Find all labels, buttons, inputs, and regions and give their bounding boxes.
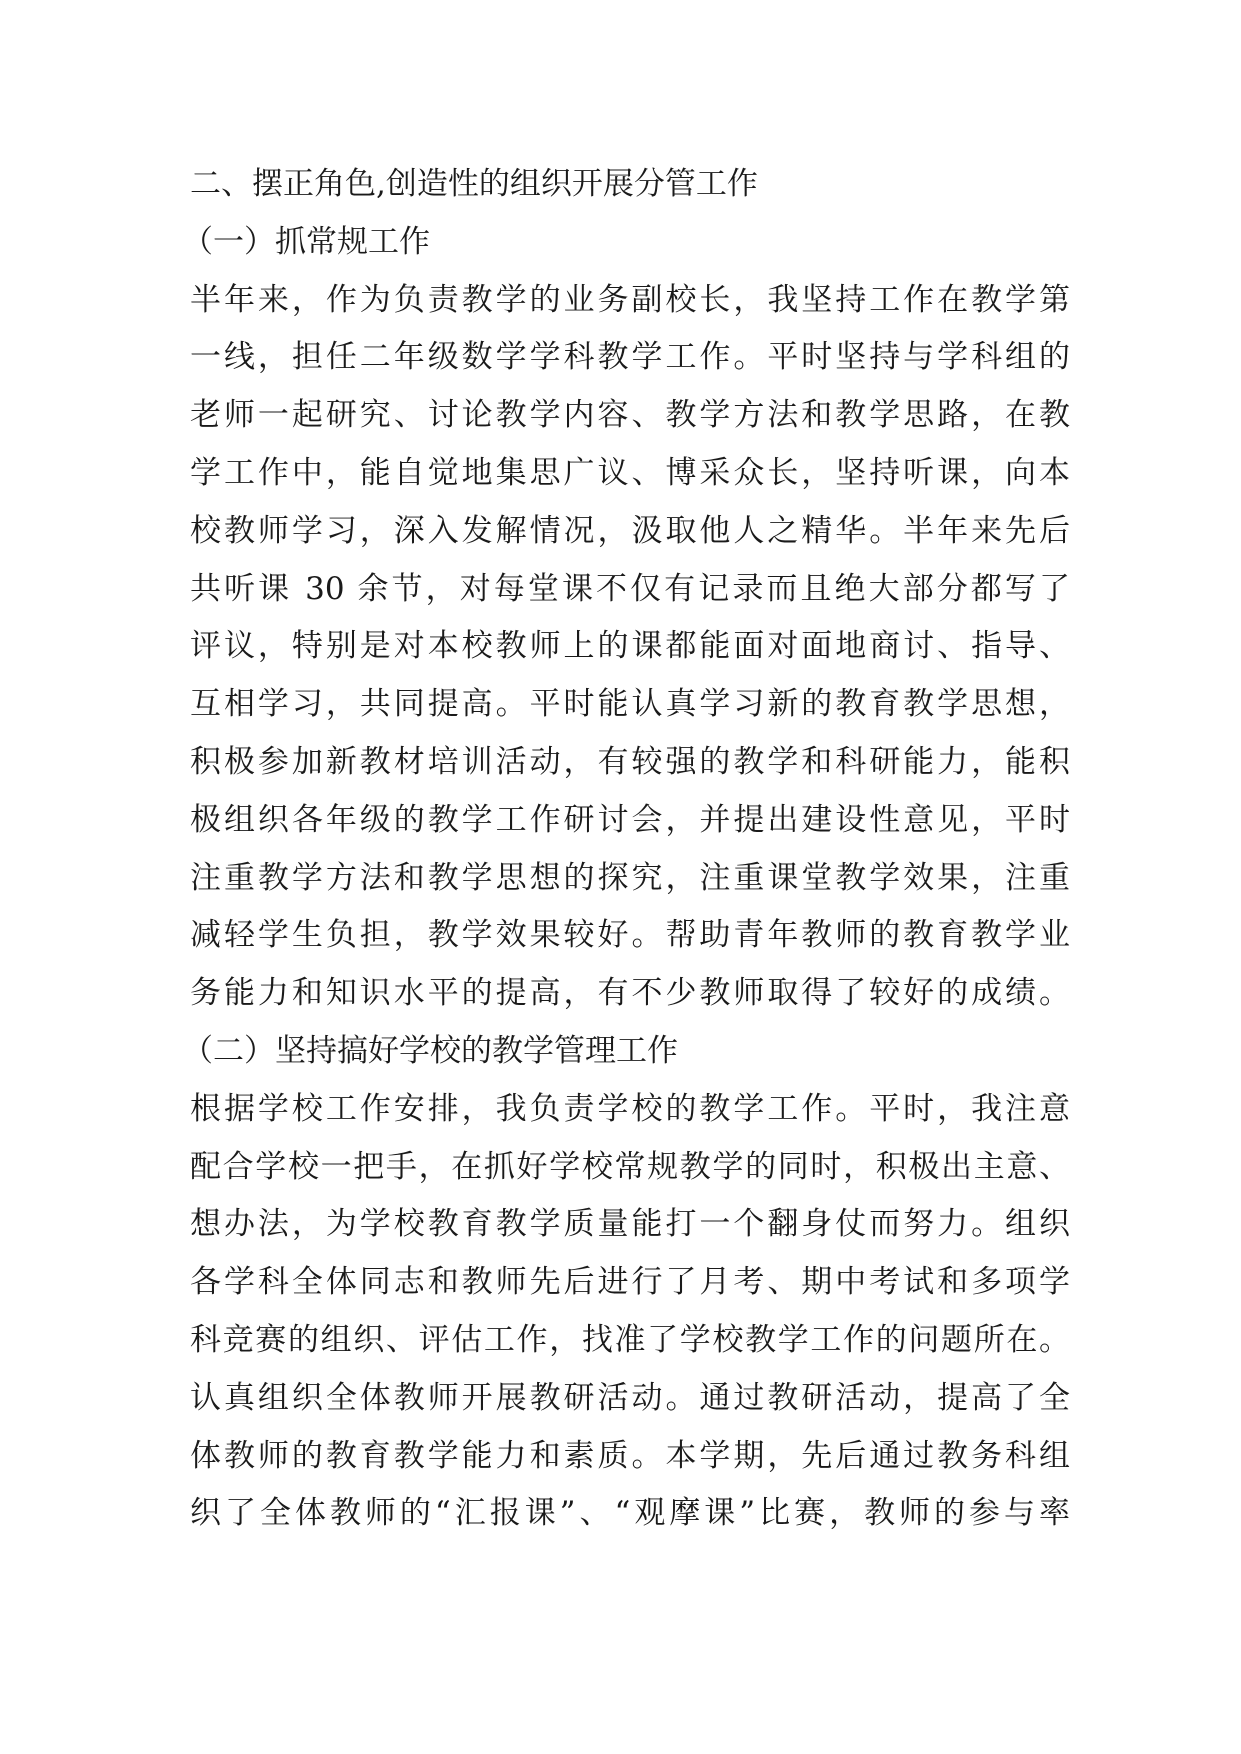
paragraph-line: 科竞赛的组织、评估工作，找准了学校教学工作的问题所在。 bbox=[190, 1321, 1070, 1358]
paragraph-line: 极组织各年级的教学工作研讨会，并提出建设性意见，平时 bbox=[190, 801, 1070, 838]
paragraph-line: 配合学校一把手，在抓好学校常规教学的同时，积极出主意、 bbox=[190, 1148, 1070, 1185]
paragraph-line: 校教师学习，深入发解情况，汲取他人之精华。半年来先后 bbox=[190, 512, 1070, 549]
paragraph-line: 根据学校工作安排，我负责学校的教学工作。平时，我注意 bbox=[190, 1090, 1070, 1127]
paragraph-line: 老师一起研究、讨论教学内容、教学方法和教学思路，在教 bbox=[190, 397, 1070, 434]
subsection-title-1: （一）抓常规工作 bbox=[182, 223, 430, 260]
paragraph-line: 体教师的教育教学能力和素质。本学期，先后通过教务科组 bbox=[190, 1437, 1070, 1474]
paragraph-line: 减轻学生负担，教学效果较好。帮助青年教师的教育教学业 bbox=[190, 917, 1070, 954]
paragraph-line: 学工作中，能自觉地集思广议、博采众长，坚持听课，向本 bbox=[190, 454, 1070, 491]
paragraph-line: 互相学习，共同提高。平时能认真学习新的教育教学思想， bbox=[190, 686, 1070, 723]
paragraph-line: 评议，特别是对本校教师上的课都能面对面地商讨、指导、 bbox=[190, 628, 1070, 665]
paragraph-line: 一线，担任二年级数学学科教学工作。平时坚持与学科组的 bbox=[190, 339, 1070, 376]
subsection-title-2: （二）坚持搞好学校的教学管理工作 bbox=[182, 1032, 678, 1069]
paragraph-line: 积极参加新教材培训活动，有较强的教学和科研能力，能积 bbox=[190, 743, 1070, 780]
paragraph-line: 织了全体教师的“汇报课”、“观摩课”比赛，教师的参与率 bbox=[190, 1495, 1070, 1532]
paragraph-line: 认真组织全体教师开展教研活动。通过教研活动，提高了全 bbox=[190, 1379, 1070, 1416]
paragraph-line: 务能力和知识水平的提高，有不少教师取得了较好的成绩。 bbox=[190, 975, 1070, 1012]
paragraph-line: 各学科全体同志和教师先后进行了月考、期中考试和多项学 bbox=[190, 1264, 1070, 1301]
paragraph-line: 想办法，为学校教育教学质量能打一个翻身仗而努力。组织 bbox=[190, 1206, 1070, 1243]
paragraph-line: 共听课 30 余节，对每堂课不仅有记录而且绝大部分都写了 bbox=[190, 570, 1070, 607]
paragraph-line: 注重教学方法和教学思想的探究，注重课堂教学效果，注重 bbox=[190, 859, 1070, 896]
section-heading: 二、摆正角色,创造性的组织开展分管工作 bbox=[190, 166, 758, 202]
document-body bbox=[182, 156, 1070, 1543]
paragraph-line: 半年来，作为负责教学的业务副校长，我坚持工作在教学第 bbox=[190, 281, 1070, 318]
